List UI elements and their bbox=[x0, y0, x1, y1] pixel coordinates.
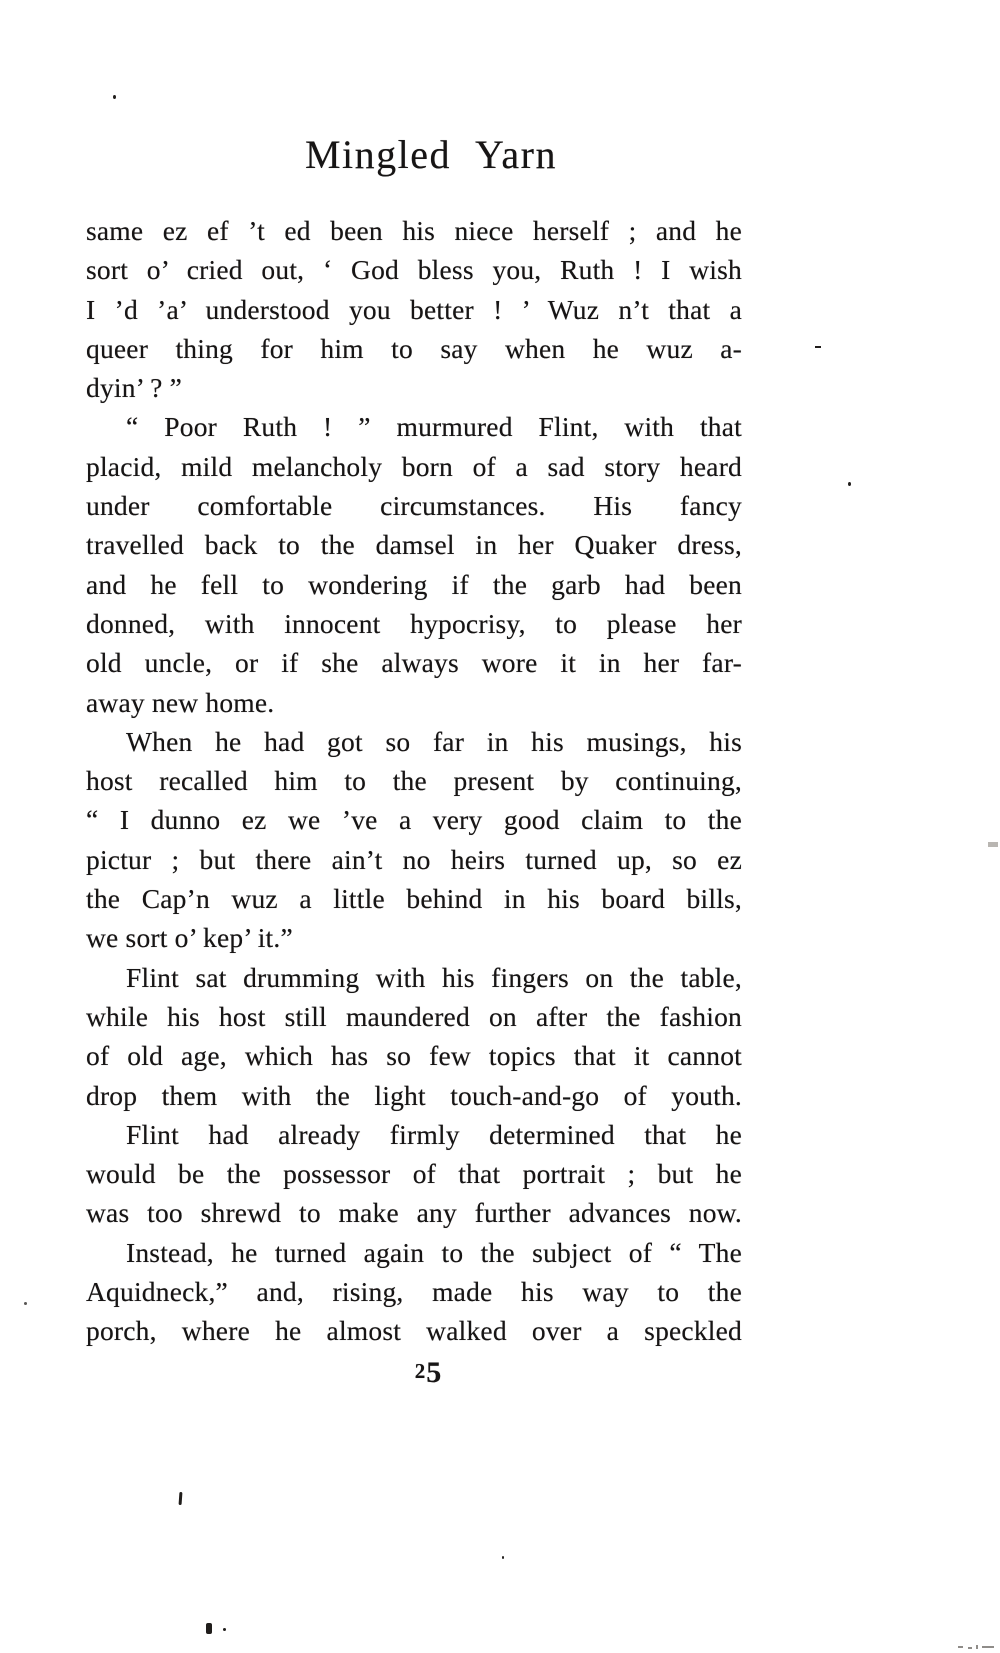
text-line: drop them with the light touch-and-go of youth. bbox=[86, 1079, 742, 1111]
text-line: “ Poor Ruth ! ” murmured Flint, with that bbox=[126, 411, 742, 443]
text-line: “ I dunno ez we ’ve a very good claim to the bbox=[86, 804, 742, 836]
scan-speck bbox=[848, 482, 851, 486]
text-line: Flint had already firmly determined that he bbox=[126, 1118, 742, 1150]
scan-speck bbox=[502, 1556, 504, 1559]
scan-speck bbox=[206, 1623, 212, 1634]
text-line: host recalled him to the present by continuing, bbox=[86, 765, 742, 797]
text-block bbox=[86, 211, 742, 1351]
text-line: while his host still maundered on after the fashion bbox=[86, 1000, 742, 1032]
text-line: dyin’ ? ” bbox=[86, 372, 182, 404]
text-line: and he fell to wondering if the garb had been bbox=[86, 568, 742, 600]
scan-speck bbox=[958, 1646, 963, 1648]
text-line: the Cap’n wuz a little behind in his board bills, bbox=[86, 883, 742, 915]
text-line: of old age, which has so few topics that it cannot bbox=[86, 1040, 742, 1072]
scan-speck bbox=[976, 1645, 978, 1649]
scan-speck bbox=[988, 842, 998, 847]
text-line: pictur ; but there ain’t no heirs turned up, so ez bbox=[86, 843, 742, 875]
text-line: Flint sat drumming with his fingers on the table, bbox=[126, 961, 742, 993]
text-line: queer thing for him to say when he wuz a- bbox=[86, 332, 742, 364]
text-line: When he had got so far in his musings, his bbox=[126, 725, 742, 757]
text-line: Instead, he turned again to the subject of “ The bbox=[126, 1236, 742, 1268]
text-line: away new home. bbox=[86, 686, 275, 718]
page-number-digit: 2 bbox=[414, 1359, 427, 1383]
text-line: sort o’ cried out, ‘ God bless you, Ruth ! I wish bbox=[86, 254, 742, 286]
text-line: placid, mild melancholy born of a sad story heard bbox=[86, 450, 742, 482]
page-number-digit: 5 bbox=[426, 1356, 442, 1389]
scan-speck bbox=[113, 95, 116, 99]
text-line: I ’d ’a’ understood you better ! ’ Wuz n’t that a bbox=[86, 293, 742, 325]
text-line: under comfortable circumstances. His fancy bbox=[86, 490, 742, 522]
text-line: Aquidneck,” and, rising, made his way to the bbox=[86, 1276, 742, 1308]
scan-speck bbox=[24, 1302, 27, 1305]
text-line: donned, with innocent hypocrisy, to please her bbox=[86, 607, 742, 639]
text-line: same ez ef ’t ed been his niece herself ; and he bbox=[86, 215, 742, 246]
page-number bbox=[396, 1352, 460, 1391]
scan-speck bbox=[968, 1647, 972, 1649]
text-line: we sort o’ kep’ it.” bbox=[86, 922, 293, 954]
scan-speck bbox=[223, 1628, 226, 1631]
page-title: Mingled Yarn bbox=[304, 132, 558, 177]
scan-speck bbox=[815, 346, 821, 348]
text-line: porch, where he almost walked over a speckled bbox=[86, 1315, 742, 1347]
scan-speck bbox=[179, 1492, 183, 1505]
scan-speck bbox=[982, 1646, 994, 1648]
text-line: old uncle, or if she always wore it in her far- bbox=[86, 647, 742, 679]
text-line: would be the possessor of that portrait ; but he bbox=[86, 1158, 742, 1190]
text-line: was too shrewd to make any further advances now. bbox=[86, 1197, 742, 1229]
text-line: travelled back to the damsel in her Quaker dress, bbox=[86, 529, 742, 561]
